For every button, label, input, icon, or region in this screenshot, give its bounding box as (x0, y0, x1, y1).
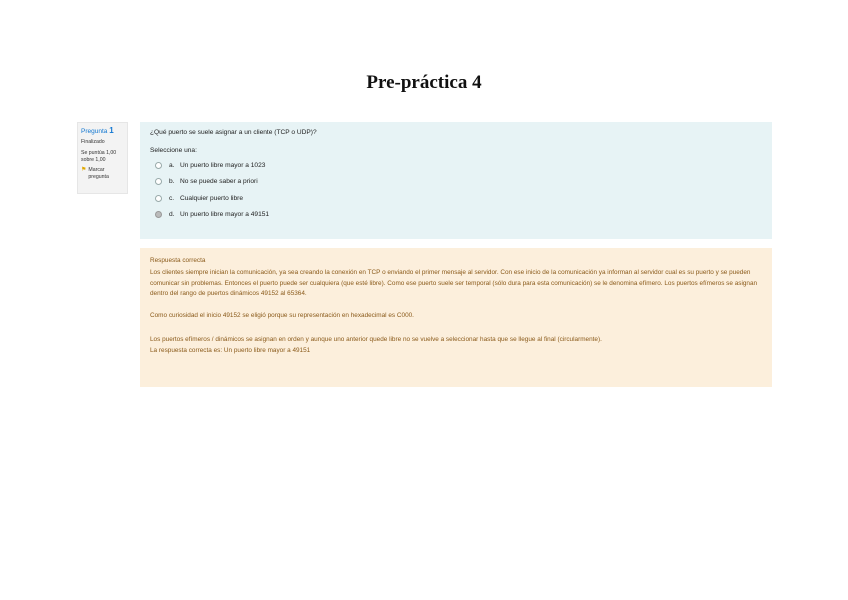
option-label: Un puerto libre mayor a 49151 (180, 211, 270, 219)
question-info-panel (77, 122, 128, 194)
radio-button[interactable] (155, 195, 162, 202)
question-grade: Se puntúa 1,00 sobre 1,00 (81, 149, 117, 163)
flag-icon: ⚑ (81, 166, 87, 173)
flag-question-label: Marcar pregunta (88, 166, 109, 180)
feedback-panel (140, 248, 772, 387)
option-label: Un puerto libre mayor a 1023 (180, 161, 266, 169)
option-letter: d. (169, 211, 175, 219)
feedback-paragraph: Los clientes siempre inician la comunicación, ya sea creando la conexión en TCP o enviando el primer mensaje al servidor. Con ese inicio de la comunicación ya informan al servidor cual es su puerto y se pueden comunicar sin problemas. Entonces el puerto puede ser cualquiera (que esté libre). Como ese puerto suele ser temporal (sólo dura para esta comunicación) se le denomina efímero. Los puertos efímeros se asignan dentro del rango de puertos dinámicos 49152 al 65364. (150, 269, 758, 297)
right-answer: La respuesta correcta es: Un puerto libre mayor a 49151 (150, 346, 311, 354)
question-text: ¿Qué puerto se suele asignar a un cliente (TCP o UDP)? (150, 129, 317, 136)
question-number (81, 126, 124, 137)
answer-option-c[interactable] (150, 190, 762, 207)
answer-option-b[interactable] (150, 174, 762, 191)
question-label: Pregunta (81, 128, 108, 135)
flag-question-link[interactable] (81, 167, 124, 181)
answer-options (150, 157, 762, 223)
radio-button[interactable] (155, 178, 162, 185)
question-formulation (140, 122, 772, 239)
radio-button[interactable] (155, 162, 162, 169)
option-letter: b. (169, 178, 175, 186)
answer-option-d[interactable] (150, 207, 762, 224)
feedback-paragraph: Los puertos efímeros / dinámicos se asignan en orden y aunque uno anterior quede libre no se vuelve a seleccionar hasta que se llegue al final (circularmente). (150, 336, 602, 344)
radio-button-selected[interactable] (155, 211, 162, 218)
option-letter: c. (169, 194, 175, 202)
option-label: Cualquier puerto libre (180, 194, 244, 202)
page-title: Pre-práctica 4 (366, 72, 482, 93)
question-number-value: 1 (109, 126, 114, 135)
answer-option-a[interactable] (150, 157, 762, 174)
feedback-paragraph: Como curiosidad el inicio 49152 se eligió porque su representación en hexadecimal es C000. (150, 312, 414, 319)
option-letter: a. (169, 161, 175, 169)
option-label: No se puede saber a priori (180, 178, 258, 186)
answer-prompt: Seleccione una: (150, 147, 197, 154)
feedback-title: Respuesta correcta (150, 257, 206, 264)
question-state: Finalizado (81, 138, 105, 145)
